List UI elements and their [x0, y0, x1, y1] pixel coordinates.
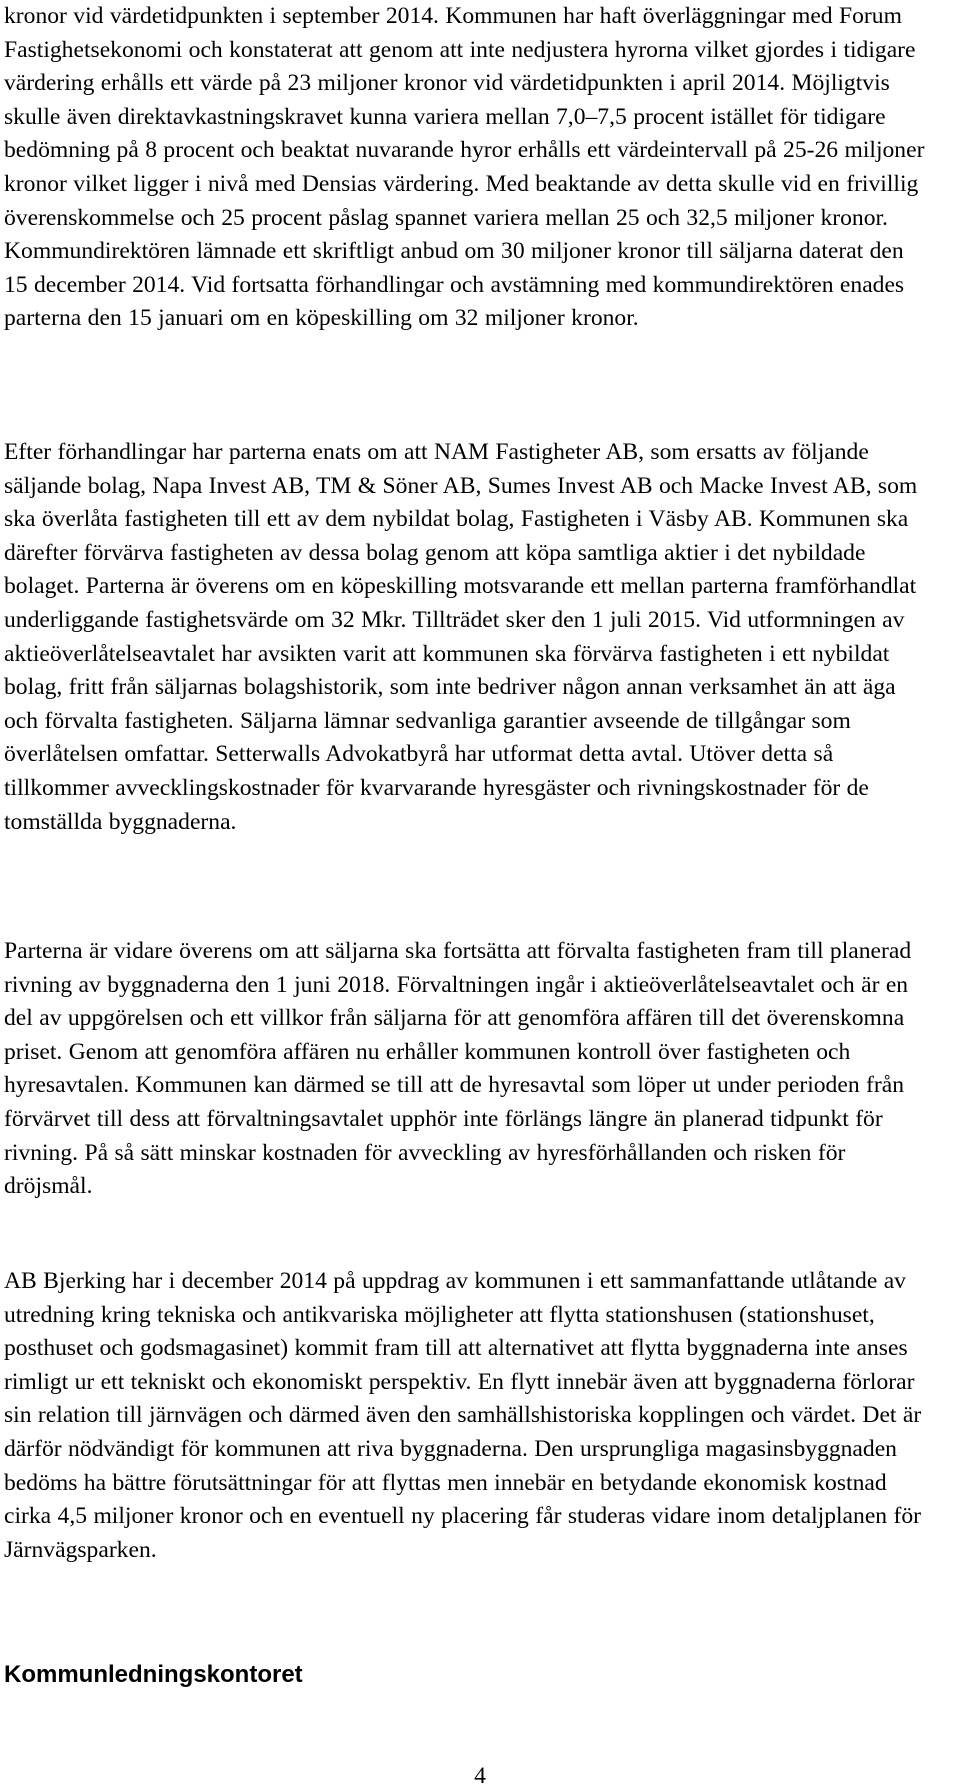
paragraph-property-management: Parterna är vidare överens om att säljarna ska fortsätta att förvalta fastigheten fram till planerad rivning av byggnaderna den 1 juni 2018. Förvaltningen ingår i aktieöverlåtelseavtalet och är en del av uppgörelsen och ett villkor från säljarna för att genomföra affären till det överenskomna priset. Genom att genomföra affären nu erhåller kommunen kontroll över fastigheten och hyresavtalen. Kommunen kan därmed se till att de hyresavtal som löper ut under perioden från förvärvet till dess att förvaltningsavtalet upphör inte förlängs längre än planerad tidpunkt för rivning. På så sätt minskar kostnaden för avveckling av hyresförhållanden och risken för dröjsmål.	[4, 938, 912, 1200]
paragraph-valuation-negotiation: kronor vid värdetidpunkten i september 2014. Kommunen har haft överläggningar med Forum Fastighetsekonomi och konstaterat att genom att inte nedjustera hyrorna vilket gjordes i tidigare värdering erhålls ett värde på 23 miljoner kronor vid värdetidpunkten i april 2014. Möjligtvis skulle även direktavkastningskravet kunna variera mellan 7,0–7,5 procent istället för tidigare bedömning på 8 procent och beaktat nuvarande hyror erhålls ett värdeintervall på 25-26 miljoner kronor vilket ligger i nivå med Densias värdering. Med beaktande av detta skulle vid en frivillig överenskommelse och 25 procent påslag spannet variera mellan 25 och 32,5 miljoner kronor. Kommundirektören lämnade ett skriftligt anbud om 30 miljoner kronor till säljarna daterat den 15 december 2014. Vid fortsatta förhandlingar och avstämning med kommundirektören enades parterna den 15 januari om en köpeskilling om 32 miljoner kronor.	[4, 3, 925, 332]
page-number: 4	[474, 1763, 486, 1789]
paragraph-demolition-assessment: AB Bjerking har i december 2014 på uppdrag av kommunen i ett sammanfattande utlåtande av utredning kring tekniska och antikvariska möjligheter att flytta stationshusen (stationshuset, posthuset och godsmagasinet) kommit fram till att alternativet att flytta byggnaderna inte anses rimligt ur ett tekniskt och ekonomiskt perspektiv. En flytt innebär även att byggnaderna förlorar sin relation till järnvägen och därmed även den samhällshistoriska kopplingen och värdet. Det är därför nödvändigt för kommunen att riva byggnaderna. Den ursprungliga magasinsbyggnaden bedöms ha bättre förutsättningar för att flyttas men innebär en betydande ekonomisk kostnad cirka 4,5 miljoner kronor och en eventuell ny placering får studeras vidare inom detaljplanen för Järnvägsparken.	[4, 1268, 922, 1563]
section-heading: Kommunledningskontoret	[4, 1661, 303, 1688]
paragraph-share-transfer-agreement: Efter förhandlingar har parterna enats om att NAM Fastigheter AB, som ersatts av följande säljande bolag, Napa Invest AB, TM & Söner AB, Sumes Invest AB och Macke Invest AB, som ska överlåta fastigheten till ett av dem nybildat bolag, Fastigheten i Väsby AB. Kommunen ska därefter förvärva fastigheten av dessa bolag genom att köpa samtliga aktier i det nybildade bolaget. Parterna är överens om en köpeskilling motsvarande ett mellan parterna framförhandlat underliggande fastighetsvärde om 32 Mkr. Tillträdet sker den 1 juli 2015. Vid utformningen av aktieöverlåtelseavtalet har avsikten varit att kommunen ska förvärva fastigheten i ett nybildat bolag, fritt från säljarnas bolagshistorik, som inte bedriver någon annan verksamhet än att äga och förvalta fastigheten. Säljarna lämnar sedvanliga garantier avseende de tillgångar som överlåtelsen omfattar. Setterwalls Advokatbyrå har utformat detta avtal. Utöver detta så tillkommer avvecklingskostnader för kvarvarande hyresgäster och rivningskostnader för de tomställda byggnaderna.	[4, 439, 918, 835]
